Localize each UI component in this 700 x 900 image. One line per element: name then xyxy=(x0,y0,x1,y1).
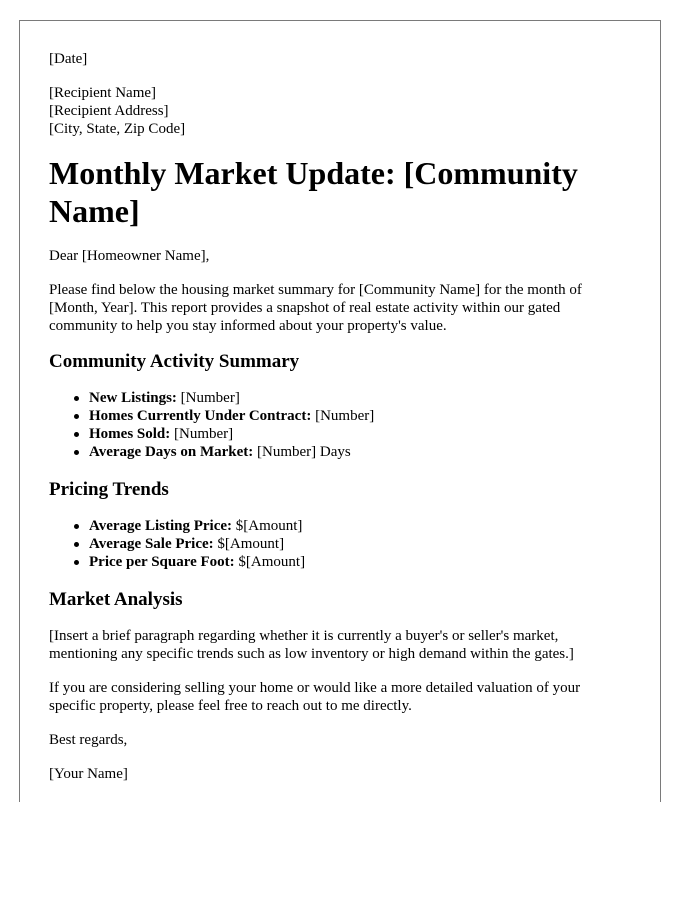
item-label: Average Listing Price: xyxy=(89,518,233,534)
signature: [Your Name] xyxy=(49,766,128,782)
list-item xyxy=(89,443,629,461)
item-value: [Number] xyxy=(170,426,234,442)
item-label: Homes Currently Under Contract: xyxy=(89,408,312,424)
recipient-block xyxy=(49,84,629,138)
item-value: $[Amount] xyxy=(234,554,306,570)
analysis-paragraph: [Insert a brief paragraph regarding whether it is currently a buyer's or seller's market, mentioning any specific trends such as low inventory or high demand within the gates.] xyxy=(49,628,574,662)
item-label: Price per Square Foot: xyxy=(89,554,235,570)
bullet-icon xyxy=(74,542,79,547)
pricing-heading: Pricing Trends xyxy=(49,479,169,500)
list-item xyxy=(89,389,629,407)
item-label: Average Sale Price: xyxy=(89,536,214,552)
item-value: $[Amount] xyxy=(213,536,285,552)
recipient-address: [Recipient Address] xyxy=(49,103,169,119)
page-title: Monthly Market Update: [Community Name] xyxy=(49,155,578,229)
bullet-icon xyxy=(74,450,79,455)
bullet-icon xyxy=(74,524,79,529)
activity-heading: Community Activity Summary xyxy=(49,351,300,372)
activity-list xyxy=(49,389,629,461)
item-value: [Number] xyxy=(311,408,375,424)
bullet-icon xyxy=(74,560,79,565)
bullet-icon xyxy=(74,414,79,419)
bullet-icon xyxy=(74,396,79,401)
item-label: Homes Sold: xyxy=(89,426,171,442)
item-value: [Number] Days xyxy=(253,444,351,460)
list-item xyxy=(89,517,629,535)
analysis-heading: Market Analysis xyxy=(49,589,183,610)
item-label: Average Days on Market: xyxy=(89,444,254,460)
pricing-list xyxy=(49,517,629,571)
signoff: Best regards, xyxy=(49,732,128,748)
item-value: $[Amount] xyxy=(232,518,303,534)
item-label: New Listings: xyxy=(89,390,177,406)
letter-page xyxy=(19,20,661,802)
list-item xyxy=(89,425,629,443)
date-line xyxy=(49,50,629,68)
date: [Date] xyxy=(49,51,88,67)
salutation: Dear [Homeowner Name], xyxy=(49,248,210,264)
list-item xyxy=(89,535,629,553)
list-item xyxy=(89,553,629,571)
bullet-icon xyxy=(74,432,79,437)
item-value: [Number] xyxy=(176,390,240,406)
list-item xyxy=(89,407,629,425)
closing-paragraph: If you are considering selling your home or would like a more detailed valuation of your specific property, please feel free to reach out to me directly. xyxy=(49,680,581,714)
intro-paragraph: Please find below the housing market summary for [Community Name] for the month of [Month, Year]. This report provides a snapshot of real estate activity within our gated community to help you stay informed about your property's value. xyxy=(49,282,582,334)
letter-content xyxy=(49,50,629,799)
recipient-city-state-zip: [City, State, Zip Code] xyxy=(49,121,186,137)
recipient-name: [Recipient Name] xyxy=(49,85,157,101)
